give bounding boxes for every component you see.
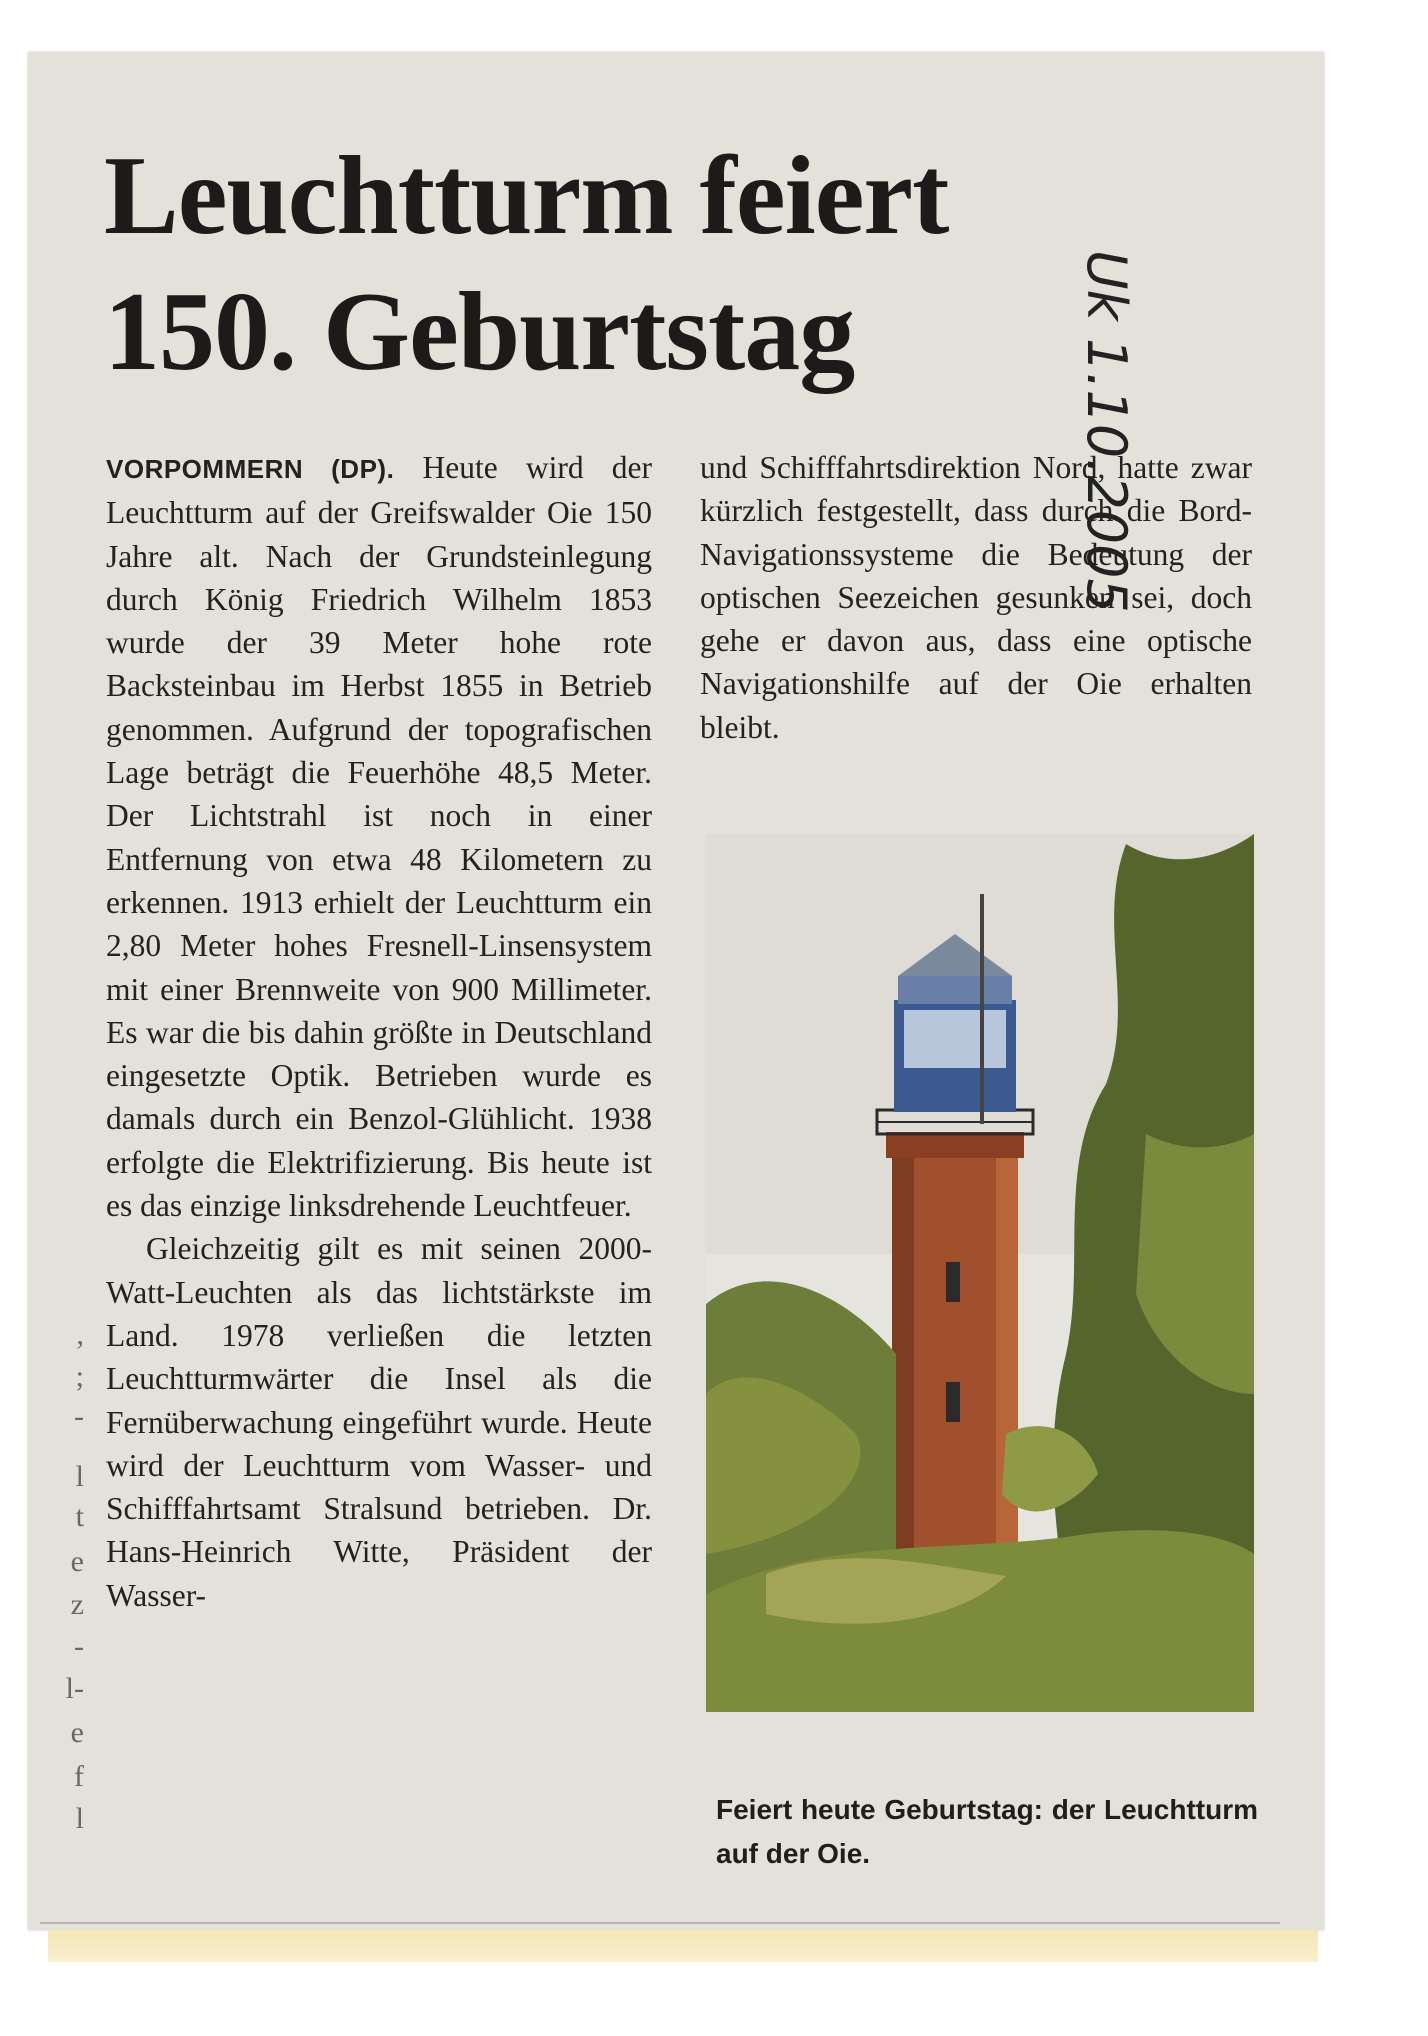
headline-line-2: 150. Geburtstag	[104, 270, 855, 394]
dateline: VORPOMMERN (DP).	[106, 454, 395, 484]
article-paragraph-3: und Schifffahrtsdirektion Nord, hatte zwar kürzlich festgestellt, dass durch die Bord-Navigationssysteme die Bedeutung der optischen Seezeichen gesunken sei, doch gehe er davon aus, dass eine optische Navigationshilfe auf der Oie erhalten bleibt.	[700, 450, 1252, 745]
headline	[104, 128, 1184, 400]
lighthouse-photo	[706, 834, 1254, 1712]
bleed-fragment: ;	[75, 1360, 84, 1393]
handwritten-date-note: Uk 1.10.2005	[1075, 250, 1138, 613]
article-paragraph-1	[106, 446, 652, 1227]
photo-caption: Feiert heute Geburtstag: der Leuchtturm auf der Oie.	[716, 1794, 1258, 1869]
bleed-fragment: l	[75, 1802, 84, 1835]
bottom-divider	[40, 1922, 1280, 1924]
bleed-fragment: t	[75, 1500, 84, 1533]
bleed-fragment: -	[74, 1630, 84, 1663]
bleed-fragment: -	[74, 1400, 84, 1433]
article-column-left	[106, 446, 652, 1617]
bleed-fragment: e	[70, 1716, 84, 1749]
bleed-fragment: l-	[65, 1672, 84, 1705]
bleed-fragment: f	[74, 1760, 84, 1793]
article-column-right	[700, 446, 1252, 749]
bleed-fragment: l	[75, 1460, 84, 1493]
bleed-fragment: ,	[76, 1318, 84, 1351]
bleed-fragment: z	[70, 1588, 84, 1621]
paragraph-1-text: Heute wird der Leuchtturm auf der Greifswalder Oie 150 Jahre alt. Nach der Grundsteinlegung durch König Friedrich Wilhelm 1853 wurde der 39 Meter hohe rote Backsteinbau im Herbst 1855 in Betrieb genommen. Aufgrund der topografischen Lage beträgt die Feuerhöhe 48,5 Meter. Der Lichtstrahl ist noch in einer Entfernung von etwa 48 Kilometern zu erkennen. 1913 erhielt der Leuchtturm ein 2,80 Meter hohes Fresnell-Linsensystem mit einer Brennweite von 900 Millimeter. Es war die bis dahin größte in Deutschland eingesetzte Optik. Betrieben wurde es damals durch ein Benzol-Glühlicht. 1938 erfolgte die Elektrifizierung. Bis heute ist es das einzige linksdrehende Leuchtfeuer.	[106, 450, 652, 1224]
headline-line-1: Leuchtturm feiert	[104, 134, 949, 258]
bleed-fragment: e	[70, 1545, 84, 1578]
article-paragraph-2: Gleichzeitig gilt es mit seinen 2000-Watt-Leuchten als das lichtstärkste im Land. 1978 verließen die letzten Leuchtturmwärter die Insel als die Fernüberwachung eingeführt wurde. Heute wird der Leuchtturm vom Wasser- und Schifffahrtsamt Stralsund betrieben. Dr. Hans-Heinrich Witte, Präsident der Wasser-	[106, 1231, 652, 1613]
paper-edge-strip	[48, 1930, 1318, 1962]
